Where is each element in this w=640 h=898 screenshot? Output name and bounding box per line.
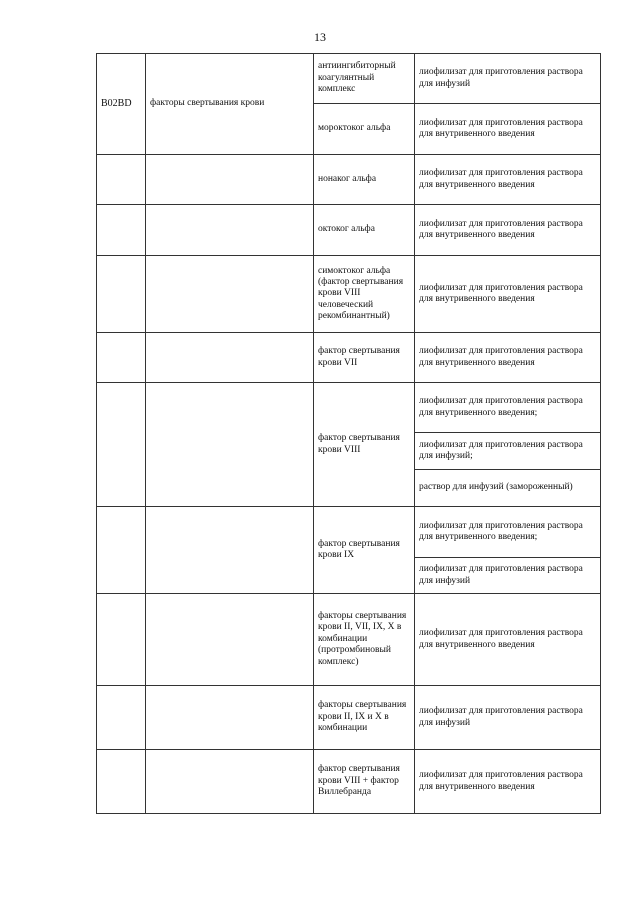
table-row [97,333,601,383]
drug-name: факторы свертывания крови II, VII, IX, X в комбинации (протромбиновый комплекс) [314,594,415,686]
table-row [97,155,601,205]
dosage-form: лиофилизат для приготовления раствора для внутривенного введения [415,594,601,686]
dosage-form: лиофилизат для приготовления раствора для инфузий [415,686,601,750]
page-number: 13 [314,30,326,44]
table-row [97,594,601,686]
drug-name: мороктоког альфа [314,104,415,155]
table-row [97,507,601,558]
drug-name: октоког альфа [314,205,415,256]
atc-code-empty [97,686,146,750]
dosage-form: лиофилизат для приготовления раствора для инфузий [415,558,601,594]
atc-code-empty [97,205,146,256]
atc-code-empty [97,594,146,686]
drug-name: факторы свертывания крови II, IX и X в комбинации [314,686,415,750]
dosage-form: лиофилизат для приготовления раствора для внутривенного введения [415,256,601,333]
atc-group-empty [146,205,314,256]
dosage-form: раствор для инфузий (замороженный) [415,470,601,507]
atc-group-empty [146,155,314,205]
table-row [97,54,601,104]
table-row [97,750,601,814]
atc-code-empty [97,256,146,333]
atc-code-empty [97,155,146,205]
table-row [97,205,601,256]
atc-group-empty [146,594,314,686]
atc-group-name: факторы свертывания крови [146,54,314,155]
drug-table [96,53,601,814]
atc-group-empty [146,383,314,507]
atc-group-empty [146,686,314,750]
dosage-form: лиофилизат для приготовления раствора для внутривенного введения; [415,383,601,433]
atc-group-empty [146,333,314,383]
atc-code-empty [97,750,146,814]
drug-name: фактор свертывания крови VIII + фактор Виллебранда [314,750,415,814]
drug-name: симоктоког альфа (фактор свертывания крови VIII человеческий рекомбинантный) [314,256,415,333]
atc-code-empty [97,383,146,507]
dosage-form: лиофилизат для приготовления раствора для внутривенного введения [415,333,601,383]
dosage-form: лиофилизат для приготовления раствора для внутривенного введения [415,155,601,205]
dosage-form: лиофилизат для приготовления раствора для внутривенного введения; [415,507,601,558]
atc-code-empty [97,507,146,594]
drug-name: антиингибиторный коагулянтный комплекс [314,54,415,104]
table-row [97,256,601,333]
atc-group-empty [146,750,314,814]
atc-code-empty [97,333,146,383]
dosage-form: лиофилизат для приготовления раствора для инфузий; [415,433,601,470]
dosage-form: лиофилизат для приготовления раствора для внутривенного введения [415,104,601,155]
atc-group-empty [146,507,314,594]
drug-name: нонаког альфа [314,155,415,205]
drug-name: фактор свертывания крови VIII [314,383,415,507]
table-row [97,383,601,433]
dosage-form: лиофилизат для приготовления раствора для внутривенного введения [415,205,601,256]
table-row [97,686,601,750]
atc-code: B02BD [97,54,146,155]
drug-name: фактор свертывания крови IX [314,507,415,594]
dosage-form: лиофилизат для приготовления раствора для инфузий [415,54,601,104]
atc-group-empty [146,256,314,333]
drug-name: фактор свертывания крови VII [314,333,415,383]
dosage-form: лиофилизат для приготовления раствора для внутривенного введения [415,750,601,814]
